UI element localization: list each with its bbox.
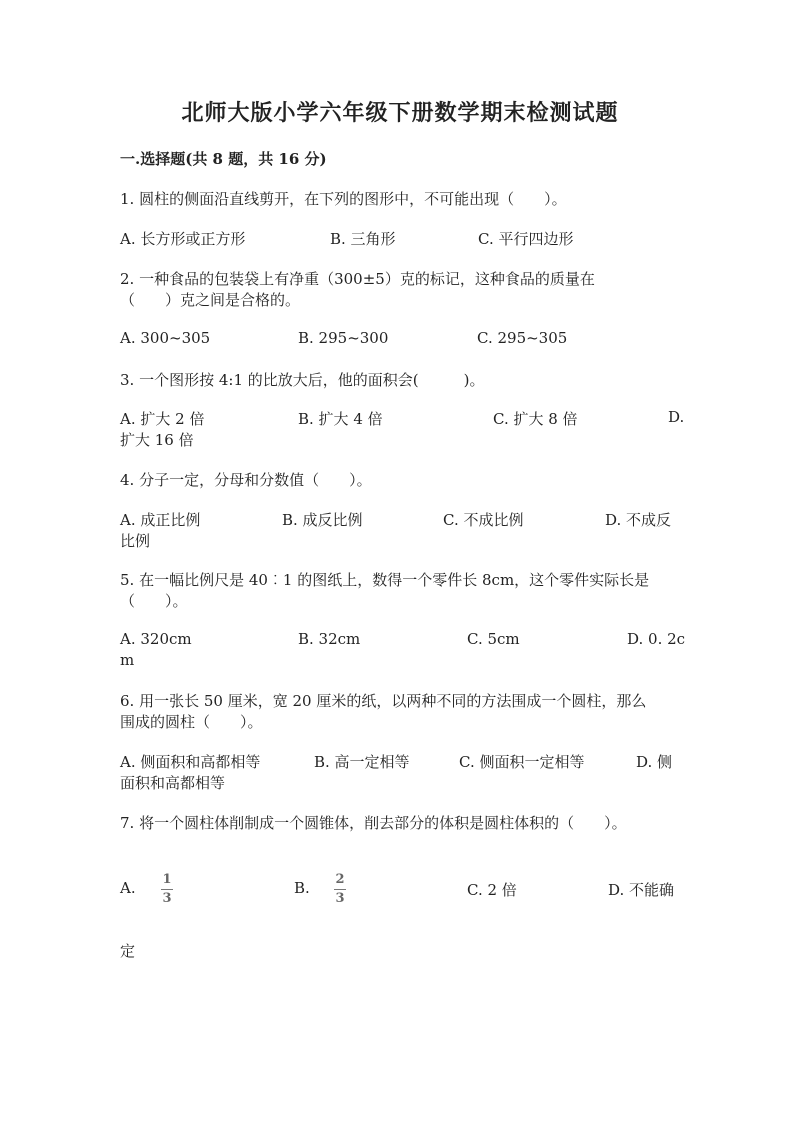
question-3-option-b[interactable]: B. 扩大 4 倍 — [298, 410, 383, 428]
question-1-option-a[interactable]: A. 长方形或正方形 — [120, 230, 246, 248]
fraction-numerator: 2 — [335, 872, 345, 887]
question-2-option-b[interactable]: B. 295~300 — [298, 329, 389, 347]
question-6-stem-line2: 围成的圆柱（ ）。 — [120, 713, 263, 731]
question-3-option-a[interactable]: A. 扩大 2 倍 — [120, 410, 205, 428]
question-6-stem-line1: 6. 用一张长 50 厘米，宽 20 厘米的纸，以两种不同的方法围成一个圆柱，那么 — [120, 692, 647, 710]
question-5-stem-line2: （ ）。 — [120, 592, 188, 610]
question-7-stem: 7. 将一个圆柱体削制成一个圆锥体，削去部分的体积是圆柱体积的（ ）。 — [120, 814, 627, 832]
question-7-option-a[interactable]: A. — [120, 879, 136, 897]
question-4-option-b[interactable]: B. 成反比例 — [282, 511, 363, 529]
page-title: 北师大版小学六年级下册数学期末检测试题 — [181, 100, 619, 126]
fraction-denominator: 3 — [335, 891, 345, 906]
fraction-bar — [334, 889, 346, 890]
question-5-option-c[interactable]: C. 5cm — [467, 630, 520, 648]
question-7-option-d-cont[interactable]: 定 — [120, 942, 136, 960]
question-1-option-c[interactable]: C. 平行四边形 — [478, 230, 574, 248]
question-1-option-b[interactable]: B. 三角形 — [330, 230, 396, 248]
fraction-two-thirds — [334, 873, 346, 906]
fraction-numerator: 1 — [162, 872, 172, 887]
question-2-stem-line1: 2. 一种食品的包装袋上有净重（300±5）克的标记，这种食品的质量在 — [120, 270, 595, 288]
fraction-bar — [161, 889, 173, 890]
question-3-option-d[interactable]: D. — [668, 408, 685, 426]
question-4-option-d[interactable]: D. 不成反 — [605, 511, 672, 529]
question-2-option-c[interactable]: C. 295~305 — [477, 329, 568, 347]
fraction-denominator: 3 — [162, 891, 172, 906]
question-3-option-c[interactable]: C. 扩大 8 倍 — [493, 410, 578, 428]
question-2-stem-line2: （ ）克之间是合格的。 — [120, 291, 301, 309]
question-5-option-b[interactable]: B. 32cm — [298, 630, 361, 648]
question-4-option-d-cont[interactable]: 比例 — [120, 532, 151, 550]
question-7-option-d[interactable]: D. 不能确 — [608, 881, 675, 899]
question-4-option-c[interactable]: C. 不成比例 — [443, 511, 524, 529]
fraction-one-third — [161, 873, 173, 906]
question-5-option-d-cont[interactable]: m — [120, 651, 135, 669]
question-6-option-d[interactable]: D. 侧 — [636, 753, 673, 771]
question-4-stem: 4. 分子一定，分母和分数值（ ）。 — [120, 471, 372, 489]
question-3-option-d-cont[interactable]: 扩大 16 倍 — [120, 431, 194, 449]
question-6-option-c[interactable]: C. 侧面积一定相等 — [459, 753, 585, 771]
question-7-option-b[interactable]: B. — [294, 879, 310, 897]
question-6-option-a[interactable]: A. 侧面积和高都相等 — [120, 753, 261, 771]
section-heading: 一.选择题(共 8 题，共 16 分) — [120, 150, 327, 168]
question-1-stem: 1. 圆柱的侧面沿直线剪开，在下列的图形中，不可能出现（ ）。 — [120, 190, 567, 208]
question-4-option-a[interactable]: A. 成正比例 — [120, 511, 201, 529]
question-5-option-d[interactable]: D. 0. 2c — [627, 630, 686, 648]
question-2-option-a[interactable]: A. 300~305 — [120, 329, 211, 347]
question-5-option-a[interactable]: A. 320cm — [120, 630, 192, 648]
question-3-stem: 3. 一个图形按 4:1 的比放大后，他的面积会( )。 — [120, 371, 485, 389]
question-6-option-b[interactable]: B. 高一定相等 — [314, 753, 410, 771]
question-6-option-d-cont[interactable]: 面积和高都相等 — [120, 774, 226, 792]
question-7-option-c[interactable]: C. 2 倍 — [467, 881, 517, 899]
question-5-stem-line1: 5. 在一幅比例尺是 40︰1 的图纸上，数得一个零件长 8cm，这个零件实际长是 — [120, 571, 650, 589]
